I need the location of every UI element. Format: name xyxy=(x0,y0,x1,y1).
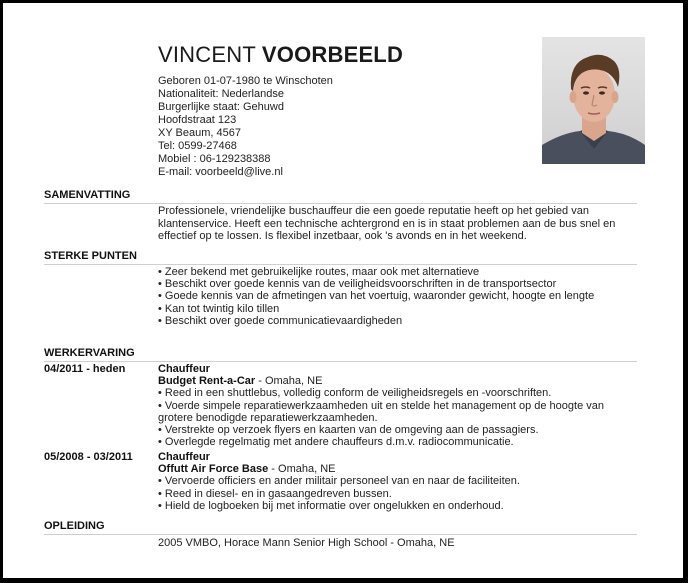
contact-line-mobile: Mobiel : 06-129238388 xyxy=(158,153,271,165)
job-dates: 04/2011 - heden xyxy=(44,363,126,375)
education-heading: OPLEIDING xyxy=(44,520,105,532)
contact-line-city: XY Beaum, 4567 xyxy=(158,127,241,139)
contact-line-phone: Tel: 0599-27468 xyxy=(158,140,237,152)
list-item: • Vervoerde officiers en ander militair personeel van en naar de faciliteiten. xyxy=(158,475,520,488)
list-item: • Beschikt over goede communicatievaardigheden xyxy=(158,314,403,327)
job-title: Chauffeur xyxy=(158,363,210,375)
summary-heading: SAMENVATTING xyxy=(44,189,131,201)
candidate-name xyxy=(158,42,403,68)
strengths-list xyxy=(158,266,640,327)
contact-line-street: Hoofdstraat 123 xyxy=(158,114,237,126)
job-employer: Offutt Air Force Base xyxy=(158,463,269,476)
job-employer-line xyxy=(158,375,640,387)
list-item: • Kan tot twintig kilo tillen xyxy=(158,302,280,315)
experience-heading: WERKERVARING xyxy=(44,347,135,359)
job-location: - Omaha, NE xyxy=(268,463,336,476)
contact-details xyxy=(158,75,333,179)
portrait-illustration xyxy=(542,37,645,164)
education-text: 2005 VMBO, Horace Mann Senior High School - Omaha, NE xyxy=(158,537,455,549)
profile-photo xyxy=(542,37,645,164)
list-item: • Hield de logboeken bij met informatie over ongelukken en onderhoud. xyxy=(158,499,504,512)
job-entry xyxy=(158,451,640,512)
list-item: • Overlegde regelmatig met andere chauffeurs d.m.v. radiocommunicatie. xyxy=(158,436,514,449)
list-item: • Reed in een shuttlebus, volledig conform de veiligheidsregels en -voorschriften. xyxy=(158,387,552,400)
summary-text: Professionele, vriendelijke buschauffeur die een goede reputatie heeft op het gebied van klantenservice. Heeft een technische achtergrond en is in staat problemen aan de bus snel en effectief op te lossen. Is flexibel inzetbaar, ook 's avonds en in het weekend. xyxy=(158,205,616,242)
job-entry xyxy=(158,363,640,448)
job-dates: 05/2008 - 03/2011 xyxy=(44,451,133,463)
contact-line-marital: Burgerlijke staat: Gehuwd xyxy=(158,101,284,113)
strengths-heading: STERKE PUNTEN xyxy=(44,250,137,262)
list-item: • Zeer bekend met gebruikelijke routes, maar ook met alternatieve xyxy=(158,266,480,278)
list-item: • Beschikt over goede kennis van de veiligheidsvoorschriften in de transportsector xyxy=(158,278,557,291)
contact-line-birth: Geboren 01-07-1980 te Winschoten xyxy=(158,75,333,87)
summary-divider xyxy=(44,203,637,204)
job-title: Chauffeur xyxy=(158,451,210,463)
list-item: • Reed in diesel- en in gasaangedreven bussen. xyxy=(158,487,392,500)
first-name: VINCENT xyxy=(158,42,256,67)
strengths-divider xyxy=(44,264,637,265)
job-employer: Budget Rent-a-Car xyxy=(158,375,256,388)
list-item: • Voerde simpele reparatiewerkzaamheden uit en stelde het management op de hoogte van grotere benodigde reparatiewerkzaamheden. xyxy=(158,399,604,424)
contact-line-nationality: Nationaliteit: Nederlandse xyxy=(158,88,284,100)
list-item: • Goede kennis van de afmetingen van het voertuig, waaronder gewicht, hoogte en lengte xyxy=(158,290,595,303)
list-item: • Verstrekte op verzoek flyers en kaarten van de omgeving aan de passagiers. xyxy=(158,424,539,437)
job-location: - Omaha, NE xyxy=(255,375,323,388)
last-name: VOORBEELD xyxy=(261,42,404,67)
experience-divider xyxy=(44,361,637,362)
education-divider xyxy=(44,534,637,535)
contact-line-email: E-mail: voorbeeld@live.nl xyxy=(158,166,283,178)
job-employer-line xyxy=(158,463,640,475)
